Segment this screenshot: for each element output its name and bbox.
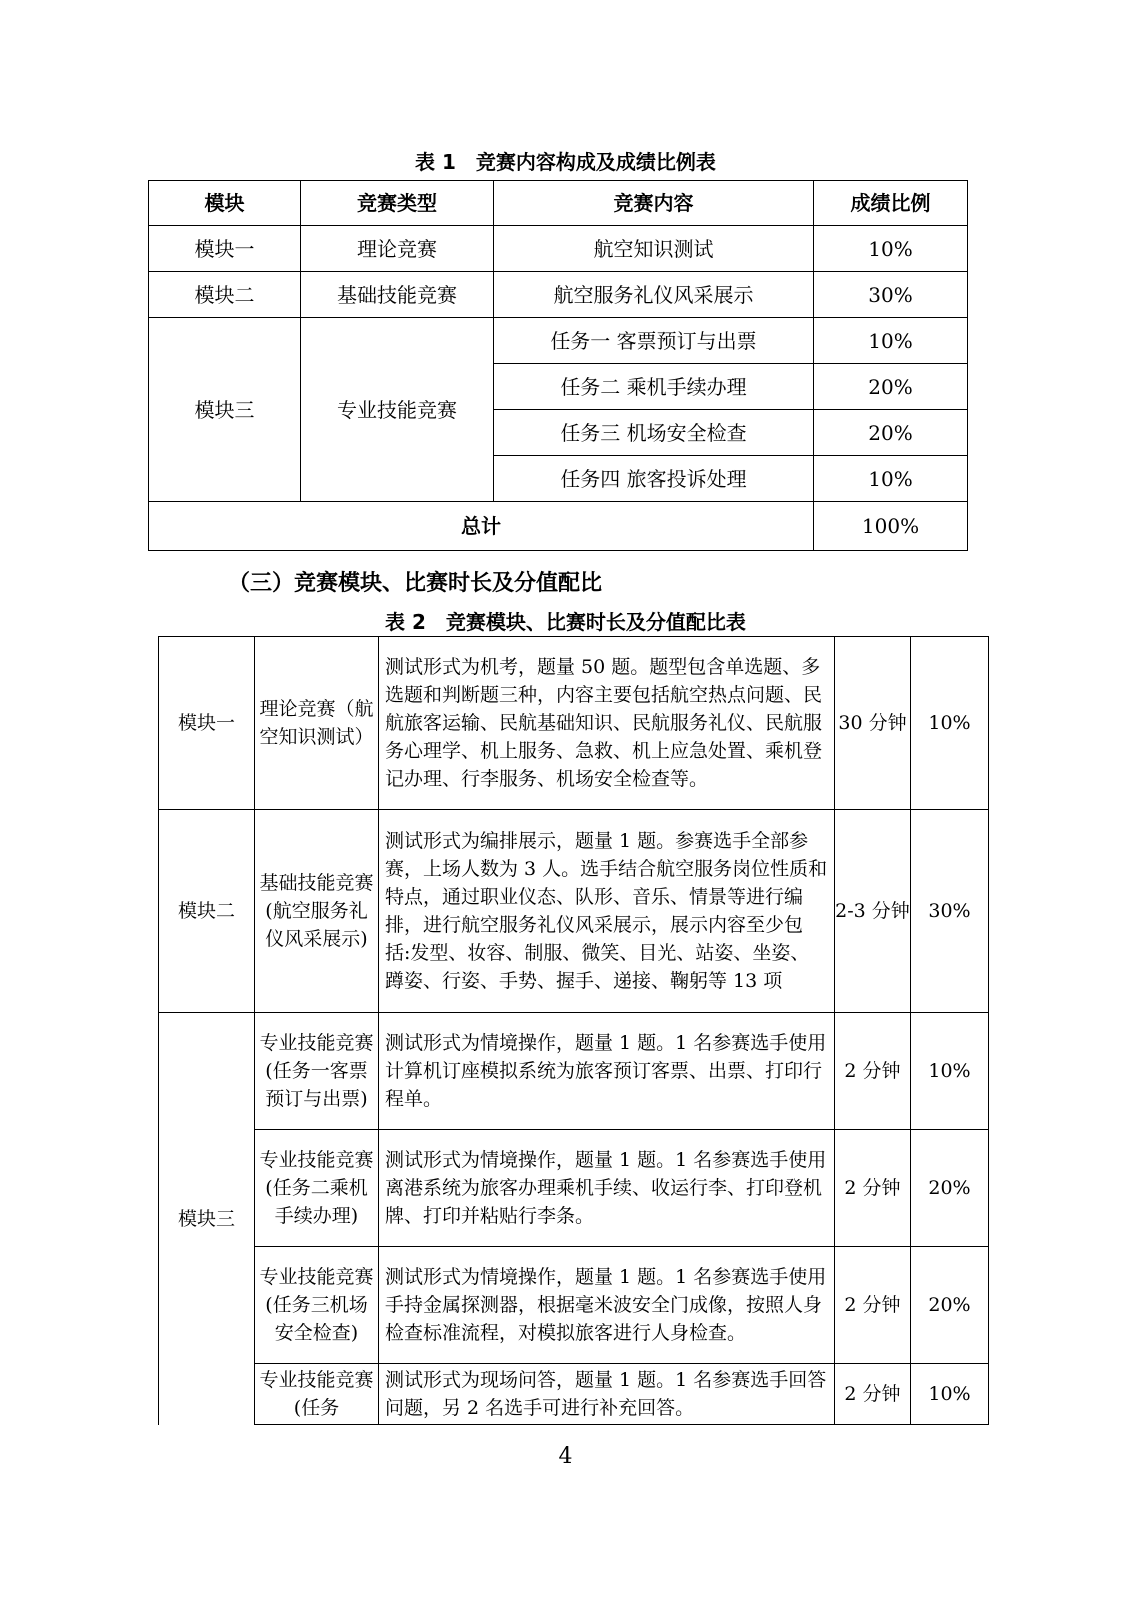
- duration-cell: 2 分钟: [835, 1130, 911, 1247]
- table-row: [149, 226, 968, 272]
- page-number: 4: [558, 1444, 573, 1469]
- type-cell: 专业技能竞赛: [301, 318, 494, 502]
- duration-cell: 30 分钟: [835, 637, 911, 810]
- table2-caption: 表 2 竞赛模块、比赛时长及分值配比表: [385, 610, 746, 634]
- type-cell: 基础技能竞赛: [301, 272, 494, 318]
- table-row: [159, 810, 989, 1013]
- table1-caption: 表 1 竞赛内容构成及成绩比例表: [415, 150, 716, 174]
- header-type: 竞赛类型: [301, 181, 494, 226]
- table-row: [149, 272, 968, 318]
- section-heading: （三）竞赛模块、比赛时长及分值配比: [228, 571, 603, 596]
- module-duration-table: [158, 636, 989, 1425]
- ratio-cell: 20%: [911, 1247, 989, 1364]
- content-cell: 航空知识测试: [494, 226, 814, 272]
- module-cell: 模块一: [159, 637, 255, 810]
- header-module: 模块: [149, 181, 301, 226]
- table-row: [149, 318, 968, 364]
- competition-cell: 专业技能竞赛(任务三机场安全检查): [255, 1247, 379, 1364]
- module-cell: 模块三: [149, 318, 301, 502]
- module-cell: 模块三: [159, 1013, 255, 1425]
- total-label: 总计: [149, 502, 814, 551]
- ratio-cell: 10%: [911, 1364, 989, 1425]
- description-cell: 测试形式为编排展示，题量 1 题。参赛选手全部参赛，上场人数为 3 人。选手结合航空服务岗位性质和特点，通过职业仪态、队形、音乐、情景等进行编排，进行航空服务礼仪风采展示，展示内容至少包括:发型、妆容、制服、微笑、目光、站姿、坐姿、蹲姿、行姿、手势、握手、递接、鞠躬等 13 项: [379, 810, 835, 1013]
- ratio-cell: 10%: [911, 1013, 989, 1130]
- competition-cell: 专业技能竞赛(任务二乘机手续办理): [255, 1130, 379, 1247]
- table-row: [159, 1013, 989, 1130]
- table-row: [159, 1130, 989, 1247]
- module-cell: 模块二: [149, 272, 301, 318]
- score-ratio-table: [148, 180, 968, 551]
- ratio-cell: 30%: [911, 810, 989, 1013]
- ratio-cell: 20%: [911, 1130, 989, 1247]
- description-cell: 测试形式为情境操作，题量 1 题。1 名参赛选手使用离港系统为旅客办理乘机手续、收运行李、打印登机牌、打印并粘贴行李条。: [379, 1130, 835, 1247]
- header-ratio: 成绩比例: [814, 181, 968, 226]
- duration-cell: 2-3 分钟: [835, 810, 911, 1013]
- duration-cell: 2 分钟: [835, 1364, 911, 1425]
- competition-cell: 专业技能竞赛(任务: [255, 1364, 379, 1425]
- table-row: [159, 1247, 989, 1364]
- duration-cell: 2 分钟: [835, 1247, 911, 1364]
- content-cell: 任务三 机场安全检查: [494, 410, 814, 456]
- competition-cell: 基础技能竞赛(航空服务礼仪风采展示): [255, 810, 379, 1013]
- description-cell: 测试形式为情境操作，题量 1 题。1 名参赛选手使用计算机订座模拟系统为旅客预订客票、出票、打印行程单。: [379, 1013, 835, 1130]
- ratio-cell: 10%: [814, 318, 968, 364]
- competition-cell: 理论竞赛（航空知识测试）: [255, 637, 379, 810]
- total-value: 100%: [814, 502, 968, 551]
- description-cell: 测试形式为情境操作，题量 1 题。1 名参赛选手使用手持金属探测器，根据毫米波安全门成像，按照人身检查标准流程，对模拟旅客进行人身检查。: [379, 1247, 835, 1364]
- total-row: [149, 502, 968, 551]
- ratio-cell: 10%: [911, 637, 989, 810]
- ratio-cell: 20%: [814, 410, 968, 456]
- content-cell: 任务一 客票预订与出票: [494, 318, 814, 364]
- content-cell: 任务二 乘机手续办理: [494, 364, 814, 410]
- ratio-cell: 30%: [814, 272, 968, 318]
- module-cell: 模块二: [159, 810, 255, 1013]
- header-content: 竞赛内容: [494, 181, 814, 226]
- content-cell: 任务四 旅客投诉处理: [494, 456, 814, 502]
- table-row: [159, 1364, 989, 1425]
- duration-cell: 2 分钟: [835, 1013, 911, 1130]
- ratio-cell: 20%: [814, 364, 968, 410]
- ratio-cell: 10%: [814, 456, 968, 502]
- table-header-row: [149, 181, 968, 226]
- table-row: [159, 637, 989, 810]
- competition-cell: 专业技能竞赛(任务一客票预订与出票): [255, 1013, 379, 1130]
- description-cell: 测试形式为机考，题量 50 题。题型包含单选题、多选题和判断题三种，内容主要包括航空热点问题、民航旅客运输、民航基础知识、民航服务礼仪、民航服务心理学、机上服务、急救、机上应急处置、乘机登记办理、行李服务、机场安全检查等。: [379, 637, 835, 810]
- description-cell: 测试形式为现场问答，题量 1 题。1 名参赛选手回答问题，另 2 名选手可进行补充回答。: [379, 1364, 835, 1425]
- content-cell: 航空服务礼仪风采展示: [494, 272, 814, 318]
- ratio-cell: 10%: [814, 226, 968, 272]
- type-cell: 理论竞赛: [301, 226, 494, 272]
- module-cell: 模块一: [149, 226, 301, 272]
